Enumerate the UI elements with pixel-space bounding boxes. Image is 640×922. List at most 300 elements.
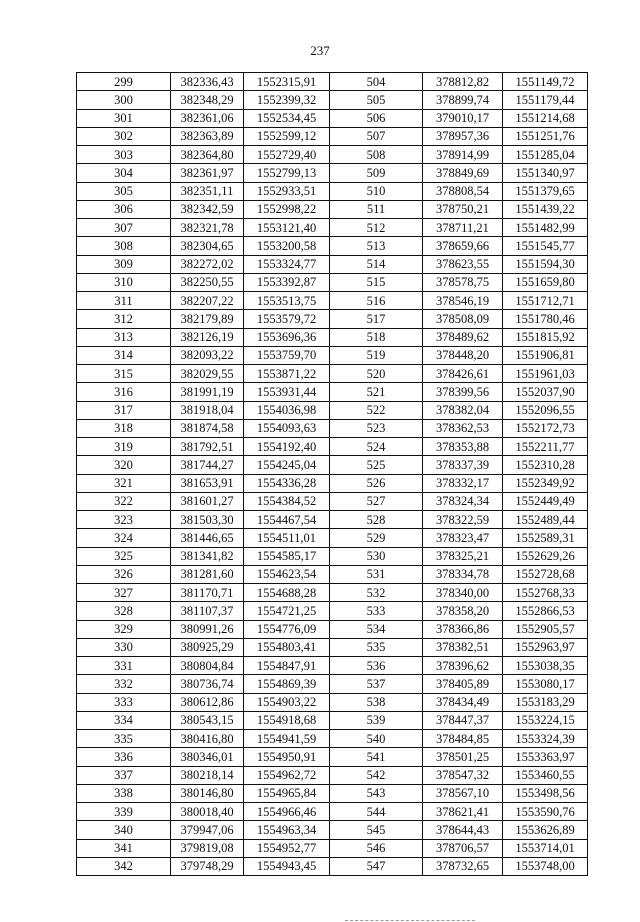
table-row [77,565,588,583]
y-coordinate-cell: 1553183,29 [503,693,588,711]
table-row [77,292,588,310]
point-number-cell: 523 [330,419,423,437]
x-coordinate-cell: 378957,36 [423,127,503,145]
x-coordinate-cell: 378322,59 [423,511,503,529]
x-coordinate-cell: 380346,01 [171,748,244,766]
point-number-cell: 333 [77,693,171,711]
x-coordinate-cell: 378382,04 [423,401,503,419]
point-number-cell: 307 [77,219,171,237]
point-number-cell: 522 [330,401,423,419]
y-coordinate-cell: 1552449,49 [503,492,588,510]
bottom-divider [345,920,475,921]
point-number-cell: 303 [77,146,171,164]
point-number-cell: 510 [330,182,423,200]
y-coordinate-cell: 1552866,53 [503,602,588,620]
y-coordinate-cell: 1554721,25 [244,602,330,620]
x-coordinate-cell: 378324,34 [423,492,503,510]
y-coordinate-cell: 1552349,92 [503,474,588,492]
x-coordinate-cell: 381653,91 [171,474,244,492]
y-coordinate-cell: 1551340,97 [503,164,588,182]
y-coordinate-cell: 1554623,54 [244,565,330,583]
table-row [77,584,588,602]
table-row [77,803,588,821]
x-coordinate-cell: 378447,37 [423,711,503,729]
table-row [77,620,588,638]
point-number-cell: 521 [330,383,423,401]
x-coordinate-cell: 382363,89 [171,127,244,145]
y-coordinate-cell: 1552963,97 [503,638,588,656]
x-coordinate-cell: 378706,57 [423,839,503,857]
x-coordinate-cell: 378711,21 [423,219,503,237]
point-number-cell: 507 [330,127,423,145]
x-coordinate-cell: 379010,17 [423,109,503,127]
point-number-cell: 325 [77,547,171,565]
y-coordinate-cell: 1554467,54 [244,511,330,529]
x-coordinate-cell: 378334,78 [423,565,503,583]
point-number-cell: 318 [77,419,171,437]
point-number-cell: 514 [330,255,423,273]
x-coordinate-cell: 378340,00 [423,584,503,602]
y-coordinate-cell: 1554950,91 [244,748,330,766]
point-number-cell: 525 [330,456,423,474]
x-coordinate-cell: 382351,11 [171,182,244,200]
y-coordinate-cell: 1554965,84 [244,784,330,802]
table-row [77,127,588,145]
y-coordinate-cell: 1553121,40 [244,219,330,237]
x-coordinate-cell: 378508,09 [423,310,503,328]
point-number-cell: 528 [330,511,423,529]
y-coordinate-cell: 1551251,76 [503,127,588,145]
table-row [77,200,588,218]
point-number-cell: 547 [330,857,423,875]
x-coordinate-cell: 378484,85 [423,730,503,748]
y-coordinate-cell: 1553080,17 [503,675,588,693]
x-coordinate-cell: 380018,40 [171,803,244,821]
y-coordinate-cell: 1551545,77 [503,237,588,255]
point-number-cell: 341 [77,839,171,857]
x-coordinate-cell: 379947,06 [171,821,244,839]
y-coordinate-cell: 1554903,22 [244,693,330,711]
table-row [77,310,588,328]
y-coordinate-cell: 1554869,39 [244,675,330,693]
point-number-cell: 515 [330,273,423,291]
x-coordinate-cell: 378812,82 [423,73,503,91]
y-coordinate-cell: 1553759,70 [244,346,330,364]
y-coordinate-cell: 1552933,51 [244,182,330,200]
point-number-cell: 301 [77,109,171,127]
y-coordinate-cell: 1553200,58 [244,237,330,255]
y-coordinate-cell: 1551712,71 [503,292,588,310]
point-number-cell: 529 [330,529,423,547]
x-coordinate-cell: 378914,99 [423,146,503,164]
y-coordinate-cell: 1554941,59 [244,730,330,748]
point-number-cell: 328 [77,602,171,620]
x-coordinate-cell: 378382,51 [423,638,503,656]
x-coordinate-cell: 381874,58 [171,419,244,437]
y-coordinate-cell: 1554585,17 [244,547,330,565]
x-coordinate-cell: 378547,32 [423,766,503,784]
x-coordinate-cell: 382342,59 [171,200,244,218]
x-coordinate-cell: 381446,65 [171,529,244,547]
point-number-cell: 331 [77,657,171,675]
x-coordinate-cell: 381170,71 [171,584,244,602]
x-coordinate-cell: 380736,74 [171,675,244,693]
point-number-cell: 545 [330,821,423,839]
y-coordinate-cell: 1552489,44 [503,511,588,529]
point-number-cell: 302 [77,127,171,145]
point-number-cell: 317 [77,401,171,419]
point-number-cell: 536 [330,657,423,675]
page-number: 237 [310,43,330,58]
y-coordinate-cell: 1552096,55 [503,401,588,419]
y-coordinate-cell: 1552599,12 [244,127,330,145]
point-number-cell: 311 [77,292,171,310]
point-number-cell: 506 [330,109,423,127]
x-coordinate-cell: 380543,15 [171,711,244,729]
y-coordinate-cell: 1553498,56 [503,784,588,802]
y-coordinate-cell: 1551179,44 [503,91,588,109]
table-row [77,182,588,200]
x-coordinate-cell: 378426,61 [423,365,503,383]
point-number-cell: 316 [77,383,171,401]
x-coordinate-cell: 380612,86 [171,693,244,711]
x-coordinate-cell: 381918,04 [171,401,244,419]
point-number-cell: 337 [77,766,171,784]
y-coordinate-cell: 1552589,31 [503,529,588,547]
y-coordinate-cell: 1554192,40 [244,438,330,456]
y-coordinate-cell: 1553224,15 [503,711,588,729]
x-coordinate-cell: 378546,19 [423,292,503,310]
point-number-cell: 513 [330,237,423,255]
y-coordinate-cell: 1554036,98 [244,401,330,419]
point-number-cell: 512 [330,219,423,237]
point-number-cell: 542 [330,766,423,784]
table-row [77,474,588,492]
y-coordinate-cell: 1552399,32 [244,91,330,109]
y-coordinate-cell: 1552729,40 [244,146,330,164]
y-coordinate-cell: 1553871,22 [244,365,330,383]
x-coordinate-cell: 381744,27 [171,456,244,474]
point-number-cell: 540 [330,730,423,748]
x-coordinate-cell: 380218,14 [171,766,244,784]
table-row [77,365,588,383]
table-row [77,748,588,766]
table-row [77,237,588,255]
x-coordinate-cell: 378849,69 [423,164,503,182]
y-coordinate-cell: 1554918,68 [244,711,330,729]
x-coordinate-cell: 381792,51 [171,438,244,456]
point-number-cell: 508 [330,146,423,164]
y-coordinate-cell: 1554962,72 [244,766,330,784]
y-coordinate-cell: 1552172,73 [503,419,588,437]
point-number-cell: 323 [77,511,171,529]
y-coordinate-cell: 1553748,00 [503,857,588,875]
y-coordinate-cell: 1554847,91 [244,657,330,675]
point-number-cell: 319 [77,438,171,456]
y-coordinate-cell: 1552211,77 [503,438,588,456]
table-row [77,109,588,127]
point-number-cell: 342 [77,857,171,875]
point-number-cell: 534 [330,620,423,638]
y-coordinate-cell: 1553626,89 [503,821,588,839]
y-coordinate-cell: 1551659,80 [503,273,588,291]
y-coordinate-cell: 1551594,30 [503,255,588,273]
table-row [77,73,588,91]
y-coordinate-cell: 1551961,03 [503,365,588,383]
x-coordinate-cell: 382029,55 [171,365,244,383]
x-coordinate-cell: 382179,89 [171,310,244,328]
x-coordinate-cell: 378325,21 [423,547,503,565]
point-number-cell: 300 [77,91,171,109]
point-number-cell: 304 [77,164,171,182]
y-coordinate-cell: 1551482,99 [503,219,588,237]
y-coordinate-cell: 1552998,22 [244,200,330,218]
point-number-cell: 538 [330,693,423,711]
point-number-cell: 531 [330,565,423,583]
y-coordinate-cell: 1554384,52 [244,492,330,510]
table-row [77,383,588,401]
y-coordinate-cell: 1553460,55 [503,766,588,784]
y-coordinate-cell: 1553392,87 [244,273,330,291]
point-number-cell: 546 [330,839,423,857]
point-number-cell: 309 [77,255,171,273]
x-coordinate-cell: 381281,60 [171,565,244,583]
point-number-cell: 516 [330,292,423,310]
table-row [77,693,588,711]
y-coordinate-cell: 1551780,46 [503,310,588,328]
y-coordinate-cell: 1551906,81 [503,346,588,364]
table-row [77,730,588,748]
point-number-cell: 330 [77,638,171,656]
table-row [77,657,588,675]
table-row [77,492,588,510]
x-coordinate-cell: 382207,22 [171,292,244,310]
y-coordinate-cell: 1551815,92 [503,328,588,346]
y-coordinate-cell: 1554511,01 [244,529,330,547]
point-number-cell: 541 [330,748,423,766]
table-row [77,219,588,237]
x-coordinate-cell: 378899,74 [423,91,503,109]
table-row [77,456,588,474]
x-coordinate-cell: 378396,62 [423,657,503,675]
point-number-cell: 329 [77,620,171,638]
table-row [77,602,588,620]
x-coordinate-cell: 381503,30 [171,511,244,529]
y-coordinate-cell: 1554776,09 [244,620,330,638]
x-coordinate-cell: 378808,54 [423,182,503,200]
y-coordinate-cell: 1551439,22 [503,200,588,218]
y-coordinate-cell: 1554943,45 [244,857,330,875]
coordinates-table [76,72,588,876]
table-row [77,784,588,802]
x-coordinate-cell: 378621,41 [423,803,503,821]
x-coordinate-cell: 378362,53 [423,419,503,437]
table-row [77,638,588,656]
table-row [77,766,588,784]
point-number-cell: 537 [330,675,423,693]
table-row [77,529,588,547]
point-number-cell: 518 [330,328,423,346]
table-row [77,675,588,693]
point-number-cell: 543 [330,784,423,802]
table-row [77,857,588,875]
point-number-cell: 338 [77,784,171,802]
x-coordinate-cell: 382361,97 [171,164,244,182]
y-coordinate-cell: 1554093,63 [244,419,330,437]
x-coordinate-cell: 378732,65 [423,857,503,875]
y-coordinate-cell: 1552728,68 [503,565,588,583]
x-coordinate-cell: 382304,65 [171,237,244,255]
x-coordinate-cell: 382364,80 [171,146,244,164]
y-coordinate-cell: 1553590,76 [503,803,588,821]
table-row [77,164,588,182]
y-coordinate-cell: 1552905,57 [503,620,588,638]
point-number-cell: 320 [77,456,171,474]
y-coordinate-cell: 1553363,97 [503,748,588,766]
x-coordinate-cell: 382126,19 [171,328,244,346]
point-number-cell: 308 [77,237,171,255]
x-coordinate-cell: 382336,43 [171,73,244,91]
table-row [77,821,588,839]
x-coordinate-cell: 378567,10 [423,784,503,802]
x-coordinate-cell: 381341,82 [171,547,244,565]
point-number-cell: 327 [77,584,171,602]
y-coordinate-cell: 1554963,34 [244,821,330,839]
point-number-cell: 312 [77,310,171,328]
y-coordinate-cell: 1554336,28 [244,474,330,492]
table-row [77,255,588,273]
point-number-cell: 299 [77,73,171,91]
y-coordinate-cell: 1553513,75 [244,292,330,310]
point-number-cell: 339 [77,803,171,821]
point-number-cell: 509 [330,164,423,182]
y-coordinate-cell: 1554966,46 [244,803,330,821]
x-coordinate-cell: 378332,17 [423,474,503,492]
x-coordinate-cell: 378358,20 [423,602,503,620]
y-coordinate-cell: 1552768,33 [503,584,588,602]
y-coordinate-cell: 1554245,04 [244,456,330,474]
x-coordinate-cell: 380416,80 [171,730,244,748]
table-row [77,438,588,456]
y-coordinate-cell: 1554952,77 [244,839,330,857]
table-row [77,328,588,346]
table-row [77,346,588,364]
x-coordinate-cell: 378489,62 [423,328,503,346]
y-coordinate-cell: 1552629,26 [503,547,588,565]
point-number-cell: 305 [77,182,171,200]
x-coordinate-cell: 378448,20 [423,346,503,364]
point-number-cell: 517 [330,310,423,328]
point-number-cell: 332 [77,675,171,693]
y-coordinate-cell: 1551379,65 [503,182,588,200]
table-row [77,839,588,857]
point-number-cell: 504 [330,73,423,91]
point-number-cell: 527 [330,492,423,510]
point-number-cell: 539 [330,711,423,729]
x-coordinate-cell: 382093,22 [171,346,244,364]
point-number-cell: 334 [77,711,171,729]
y-coordinate-cell: 1553324,39 [503,730,588,748]
y-coordinate-cell: 1551285,04 [503,146,588,164]
x-coordinate-cell: 379748,29 [171,857,244,875]
point-number-cell: 511 [330,200,423,218]
x-coordinate-cell: 382321,78 [171,219,244,237]
x-coordinate-cell: 378644,43 [423,821,503,839]
table-row [77,146,588,164]
x-coordinate-cell: 381107,37 [171,602,244,620]
point-number-cell: 520 [330,365,423,383]
y-coordinate-cell: 1552534,45 [244,109,330,127]
x-coordinate-cell: 378366,86 [423,620,503,638]
table-row [77,511,588,529]
point-number-cell: 322 [77,492,171,510]
y-coordinate-cell: 1554688,28 [244,584,330,602]
point-number-cell: 530 [330,547,423,565]
point-number-cell: 324 [77,529,171,547]
y-coordinate-cell: 1553696,36 [244,328,330,346]
point-number-cell: 544 [330,803,423,821]
point-number-cell: 335 [77,730,171,748]
point-number-cell: 519 [330,346,423,364]
coordinates-table-body [77,73,588,876]
x-coordinate-cell: 380146,80 [171,784,244,802]
y-coordinate-cell: 1552315,91 [244,73,330,91]
x-coordinate-cell: 378501,25 [423,748,503,766]
x-coordinate-cell: 382348,29 [171,91,244,109]
y-coordinate-cell: 1552037,90 [503,383,588,401]
point-number-cell: 532 [330,584,423,602]
x-coordinate-cell: 378623,55 [423,255,503,273]
table-row [77,419,588,437]
x-coordinate-cell: 380925,29 [171,638,244,656]
point-number-cell: 315 [77,365,171,383]
y-coordinate-cell: 1552799,13 [244,164,330,182]
x-coordinate-cell: 380804,84 [171,657,244,675]
point-number-cell: 524 [330,438,423,456]
table-row [77,547,588,565]
x-coordinate-cell: 378399,56 [423,383,503,401]
y-coordinate-cell: 1553714,01 [503,839,588,857]
x-coordinate-cell: 378337,39 [423,456,503,474]
x-coordinate-cell: 378405,89 [423,675,503,693]
x-coordinate-cell: 381601,27 [171,492,244,510]
x-coordinate-cell: 382250,55 [171,273,244,291]
point-number-cell: 321 [77,474,171,492]
y-coordinate-cell: 1552310,28 [503,456,588,474]
x-coordinate-cell: 378353,88 [423,438,503,456]
point-number-cell: 526 [330,474,423,492]
x-coordinate-cell: 382361,06 [171,109,244,127]
y-coordinate-cell: 1554803,41 [244,638,330,656]
y-coordinate-cell: 1551214,68 [503,109,588,127]
x-coordinate-cell: 381991,19 [171,383,244,401]
point-number-cell: 505 [330,91,423,109]
x-coordinate-cell: 378578,75 [423,273,503,291]
table-row [77,401,588,419]
point-number-cell: 340 [77,821,171,839]
point-number-cell: 306 [77,200,171,218]
x-coordinate-cell: 379819,08 [171,839,244,857]
y-coordinate-cell: 1553579,72 [244,310,330,328]
table-row [77,273,588,291]
x-coordinate-cell: 380991,26 [171,620,244,638]
point-number-cell: 535 [330,638,423,656]
x-coordinate-cell: 378434,49 [423,693,503,711]
point-number-cell: 310 [77,273,171,291]
y-coordinate-cell: 1553931,44 [244,383,330,401]
point-number-cell: 533 [330,602,423,620]
x-coordinate-cell: 378750,21 [423,200,503,218]
